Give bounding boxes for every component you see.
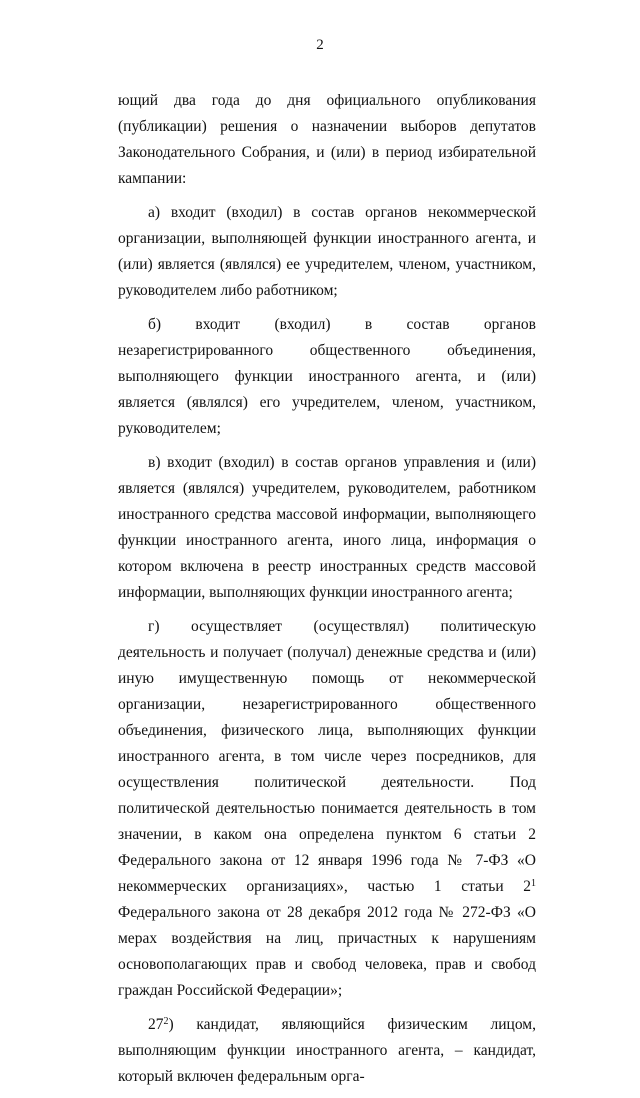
paragraph-item-g	[118, 614, 536, 1004]
item-g-superscript: 1	[531, 878, 536, 889]
item-g-text-start: г) осуществляет (осуществлял) политическую деятельность и получает (получал) денежные средства и (или) иную имущественную помощь от некоммерческой организации, незарегистрированного общественного объединения, физического лица, выполняющих функции иностранного агента, в том числе через посредников, для осуществления политической деятельности. Под политической деятельностью понимается деятельность в том значении, в каком она определена пунктом 6 статьи 2 Федерального закона от 12 января 1996 года № 7-ФЗ «О некоммерческих организациях», частью 1 статьи 2	[118, 618, 536, 895]
item-g-text-end: Федерального закона от 28 декабря 2012 года № 272-ФЗ «О мерах воздействия на лиц, причастных к нарушениям основополагающих прав и свобод человека, прав и свобод граждан Российской Федерации»;	[118, 904, 536, 999]
paragraph-item-b: б) входит (входил) в состав органов незарегистрированного общественного объединения, выполняющего функции иностранного агента, и (или) является (являлся) его учредителем, членом, участником, руководителем;	[118, 316, 536, 437]
item-27-2-superscript: 2	[163, 1016, 169, 1027]
document-body	[118, 88, 536, 1098]
paragraph-continuation: ющий два года до дня официального опубликования (публикации) решения о назначении выборов депутатов Законодательного Собрания, и (или) в период избирательной кампании:	[118, 92, 536, 187]
item-27-2-number: 27	[148, 1016, 164, 1033]
paragraph-item-v: в) входит (входил) в состав органов управления и (или) является (являлся) учредителем, руководителем, работником иностранного средства массовой информации, выполняющего функции иностранного агента, иного лица, информация о котором включена в реестр иностранных средств массовой информации, выполняющих функции иностранного агента;	[118, 454, 536, 601]
item-27-2-text: ) кандидат, являющийся физическим лицом, выполняющим функции иностранного агента, – кандидат, который включен федеральным орга-	[118, 1016, 536, 1085]
paragraph-item-27-2	[118, 1012, 536, 1090]
page-number: 2	[316, 37, 324, 53]
paragraph-item-a: а) входит (входил) в состав органов некоммерческой организации, выполняющей функции иностранного агента, и (или) является (являлся) ее учредителем, членом, участником, руководителем либо работником;	[118, 204, 536, 299]
